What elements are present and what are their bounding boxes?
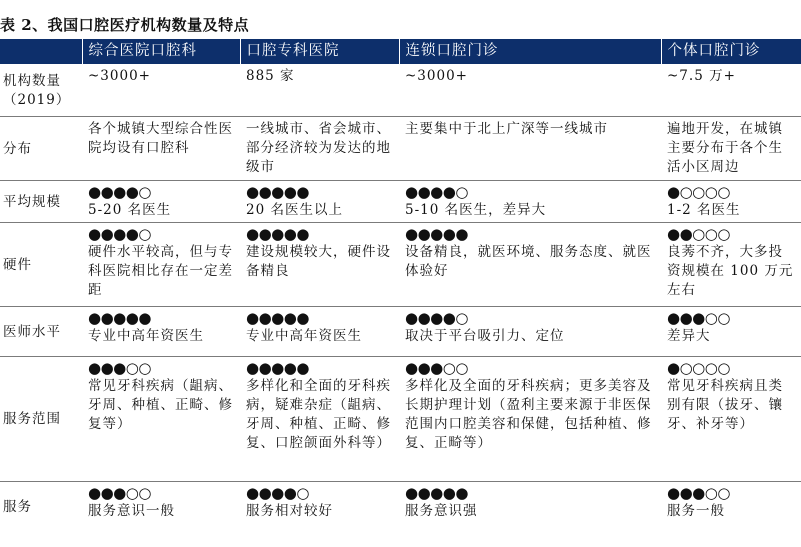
row-label: 服务 [3,498,32,515]
table-title: 表 2、我国口腔医疗机构数量及特点 [0,16,250,34]
table-cell [82,357,240,482]
rating-dots: ●○○○○ [667,359,730,377]
table-cell [661,482,801,532]
row-label: 分布 [0,117,82,181]
header-general-hospital: 综合医院口腔科 [82,39,240,64]
cell-text: 5-10 名医生，差异大 [405,202,547,218]
table-cell [399,357,661,482]
table-cell [661,64,801,117]
cell-text: 服务意识一般 [88,503,175,519]
table-cell [82,482,240,532]
header-chain-clinic: 连锁口腔门诊 [399,39,661,64]
header-private-clinic: 个体口腔门诊 [661,39,801,64]
rating-dots: ●●●●● [88,309,151,327]
table-cell [399,482,661,532]
cell-text: ~3000+ [88,68,151,84]
rating-dots: ●●●○○ [667,484,730,502]
cell-text: 服务意识强 [405,503,478,519]
row-label: 平均规模 [0,181,82,223]
cell-text: 各个城镇大型综合性医院均设有口腔科 [88,121,233,156]
table-cell [82,64,240,117]
rating-dots: ●●●○○ [405,359,468,377]
institutions-table [0,39,801,531]
cell-text: 885 家 [246,68,295,84]
rating-dots: ●●●●○ [246,484,309,502]
table-row [0,64,801,117]
rating-dots: ●○○○○ [667,183,730,201]
table-cell [240,357,399,482]
table-cell [399,307,661,357]
cell-text: 主要集中于北上广深等一线城市 [405,121,608,137]
table-row [0,357,801,482]
table-cell [661,117,801,181]
cell-text: 建设规模较大，硬件设备精良 [246,244,391,279]
cell-text: 专业中高年资医生 [246,328,362,344]
cell-text: 取决于平台吸引力、定位 [405,328,565,344]
cell-text: ~7.5 万+ [667,68,736,84]
table-cell [661,357,801,482]
table-cell [240,223,399,307]
table-cell [399,117,661,181]
cell-text: 常见牙科疾病且类别有限（拔牙、镶牙、补牙等） [667,378,783,432]
table-cell [240,307,399,357]
table-cell [240,482,399,532]
rating-dots: ●●●●○ [405,309,468,327]
row-label: 医师水平 [0,307,82,357]
rating-dots: ●●●●○ [405,183,468,201]
rating-dots: ●●●●○ [88,183,151,201]
table-cell [82,223,240,307]
table-row [0,482,801,532]
row-label: 硬件 [0,223,82,307]
table-cell [82,307,240,357]
header-specialty-hospital: 口腔专科医院 [240,39,399,64]
table-row [0,117,801,181]
cell-text: 服务一般 [667,503,725,519]
rating-dots: ●●●●● [246,359,309,377]
table-cell [240,181,399,223]
cell-text: 多样化及全面的牙科疾病；更多美容及长期护理计划（盈利主要来源于非医保范围内口腔美容和保健，包括种植、修复、正畸等） [405,378,652,451]
row-label: 机构数量（2019） [0,64,82,117]
cell-text: 设备精良，就医环境、服务态度、就医体验好 [405,244,652,279]
rating-dots: ●●●○○ [88,359,151,377]
cell-text: 良莠不齐，大多投资规模在 100 万元左右 [667,244,794,298]
cell-text: 硬件水平较高，但与专科医院相比存在一定差距 [88,244,233,298]
table-row [0,307,801,357]
cell-text: ~3000+ [405,68,468,84]
cell-text: 1-2 名医生 [667,202,741,218]
cell-text: 多样化和全面的牙科疾病，疑难杂症（龃病、牙周、种植、正畸、修复、口腔颌面外科等） [246,378,391,451]
rating-dots: ●●●●● [246,309,309,327]
rating-dots: ●●●○○ [667,309,730,327]
rating-dots: ●●●●○ [88,225,151,243]
rating-dots: ●●●●● [246,225,309,243]
cell-text: 服务相对较好 [246,503,333,519]
header-row [0,39,801,64]
table-cell [240,117,399,181]
table-cell [82,181,240,223]
cell-text: 差异大 [667,328,711,344]
table-cell [661,181,801,223]
table-cell [399,64,661,117]
header-corner [0,39,82,64]
table-cell [399,223,661,307]
cell-text: 常见牙科疾病（龃病、牙周、种植、正畸、修复等） [88,378,233,432]
row-label: 服务范围 [0,357,82,482]
rating-dots: ●●●●● [405,484,468,502]
rating-dots: ●●●●● [246,183,309,201]
table-cell [399,181,661,223]
cell-text: 遍地开发，在城镇主要分布于各个生活小区周边 [667,121,783,175]
table-cell [82,117,240,181]
table-cell [661,223,801,307]
cell-text: 20 名医生以上 [246,202,343,218]
table-row [0,181,801,223]
table-row [0,223,801,307]
cell-text: 一线城市、省会城市、部分经济较为发达的地级市 [246,121,391,175]
rating-dots: ●●●●● [405,225,468,243]
cell-text: 5-20 名医生 [88,202,172,218]
table-cell [240,64,399,117]
rating-dots: ●●○○○ [667,225,730,243]
rating-dots: ●●●○○ [88,484,151,502]
table-cell [661,307,801,357]
cell-text: 专业中高年资医生 [88,328,204,344]
